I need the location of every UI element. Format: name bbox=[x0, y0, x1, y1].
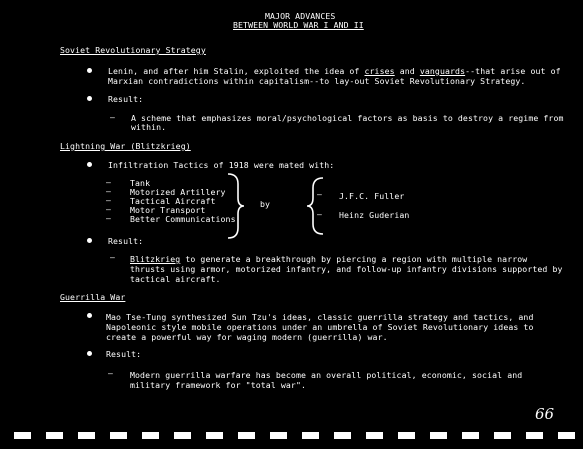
dash-icon: – bbox=[110, 113, 115, 122]
by-label: by bbox=[260, 199, 271, 209]
blitz-result-line-3: tactical aircraft. bbox=[130, 274, 221, 284]
bullet-icon bbox=[87, 313, 92, 318]
film-sprocket-strip bbox=[0, 430, 583, 442]
soviet-point-vanguards: vanguards bbox=[419, 66, 466, 76]
title-line-1: MAJOR ADVANCES bbox=[265, 11, 336, 21]
guerrilla-point-line-3: create a powerful way for waging modern (guerrilla) war. bbox=[106, 332, 388, 342]
sprocket-hole bbox=[206, 432, 223, 439]
guerrilla-result-line-2: military framework for "total war". bbox=[130, 380, 307, 390]
sprocket-hole bbox=[174, 432, 191, 439]
blitz-item: Better Communications bbox=[130, 214, 236, 224]
soviet-point-line-2: Marxian contradictions within capitalism--to lay-out Soviet Revolutionary Strategy. bbox=[108, 76, 526, 86]
dash-icon: – bbox=[317, 190, 322, 199]
guerrilla-point-line-1: Mao Tse-Tung synthesized Sun Tzu's ideas, classic guerrilla strategy and tactics, and bbox=[106, 312, 534, 322]
dash-icon: – bbox=[106, 196, 111, 205]
bullet-icon bbox=[87, 162, 92, 167]
right-brace-icon bbox=[226, 172, 246, 240]
guerrilla-result-line-1: Modern guerrilla warfare has become an overall political, economic, social and bbox=[130, 370, 523, 380]
blitz-point: Infiltration Tactics of 1918 were mated with: bbox=[108, 160, 335, 170]
soviet-result-line-1: A scheme that emphasizes moral/psychological factors as basis to destroy a regime from bbox=[131, 113, 564, 123]
section-heading-soviet: Soviet Revolutionary Strategy bbox=[60, 45, 206, 55]
person-fuller: J.F.C. Fuller bbox=[339, 191, 405, 201]
blitzkrieg-term: Blitzkrieg bbox=[130, 254, 181, 264]
section-heading-guerrilla: Guerrilla War bbox=[60, 292, 126, 302]
sprocket-hole bbox=[494, 432, 511, 439]
sprocket-hole bbox=[302, 432, 319, 439]
guerrilla-point-line-2: Napoleonic style mobile operations under an umbrella of Soviet Revolutionary ideas to bbox=[106, 322, 534, 332]
dash-icon: – bbox=[106, 187, 111, 196]
sprocket-hole bbox=[334, 432, 351, 439]
blitz-item: Motor Transport bbox=[130, 205, 206, 215]
sprocket-hole bbox=[270, 432, 287, 439]
sprocket-hole bbox=[46, 432, 63, 439]
section-heading-blitzkrieg: Lightning War (Blitzkrieg) bbox=[60, 141, 191, 151]
soviet-point-text-a: Lenin, and after him Stalin, exploited the idea of bbox=[108, 66, 360, 76]
sprocket-hole bbox=[14, 432, 31, 439]
sprocket-hole bbox=[366, 432, 383, 439]
dash-icon: – bbox=[110, 253, 115, 262]
blitz-result-line-1 bbox=[130, 255, 527, 264]
blitz-item: Tank bbox=[130, 178, 151, 188]
person-guderian: Heinz Guderian bbox=[339, 210, 410, 220]
soviet-point-line-1 bbox=[108, 67, 561, 76]
bullet-icon bbox=[87, 238, 92, 243]
soviet-result-label: Result: bbox=[108, 94, 144, 104]
title-line-2: BETWEEN WORLD WAR I AND II bbox=[233, 20, 364, 30]
blitz-result-label: Result: bbox=[108, 236, 144, 246]
bullet-icon bbox=[87, 351, 92, 356]
blitz-item: Motorized Artillery bbox=[130, 187, 226, 197]
sprocket-hole bbox=[462, 432, 479, 439]
dash-icon: – bbox=[106, 205, 111, 214]
dash-icon: – bbox=[317, 210, 322, 219]
bullet-icon bbox=[87, 68, 92, 73]
sprocket-hole bbox=[558, 432, 575, 439]
sprocket-hole bbox=[78, 432, 95, 439]
soviet-point-and: and bbox=[399, 66, 415, 76]
blitz-item: Tactical Aircraft bbox=[130, 196, 216, 206]
guerrilla-result-label: Result: bbox=[106, 349, 142, 359]
sprocket-hole bbox=[398, 432, 415, 439]
soviet-point-text-b: --that arise out of bbox=[465, 66, 561, 76]
dash-icon: – bbox=[108, 369, 113, 378]
page-number: 66 bbox=[535, 405, 555, 423]
blitz-result-line-2: thrusts using armor, motorized infantry, and follow-up infantry divisions supported by bbox=[130, 264, 563, 274]
sprocket-hole bbox=[142, 432, 159, 439]
dash-icon: – bbox=[106, 214, 111, 223]
soviet-result-line-2: within. bbox=[131, 122, 167, 132]
dash-icon: – bbox=[106, 178, 111, 187]
sprocket-hole bbox=[238, 432, 255, 439]
blitz-result-text-a: to generate a breakthrough by piercing a region with multiple narrow bbox=[185, 254, 528, 264]
bullet-icon bbox=[87, 96, 92, 101]
sprocket-hole bbox=[110, 432, 127, 439]
sprocket-hole bbox=[430, 432, 447, 439]
sprocket-hole bbox=[526, 432, 543, 439]
soviet-point-crises: crises bbox=[364, 66, 395, 76]
left-brace-icon bbox=[305, 176, 325, 236]
